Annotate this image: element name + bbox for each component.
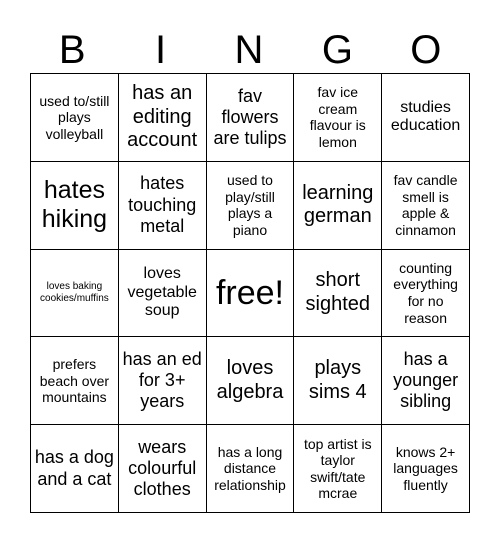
cell-text: short sighted [305,269,371,315]
cell-text: hates hiking [41,175,108,234]
bingo-cell-r2c1[interactable] [31,162,119,250]
bingo-cell-r3c5[interactable] [382,250,470,338]
bingo-cell-r5c2[interactable] [119,425,207,513]
cell-text: wears colourful clothes [128,436,197,500]
bingo-cell-r3c3-free[interactable] [207,250,295,338]
header-letter-o: O [410,28,442,72]
bingo-cell-r5c1[interactable] [31,425,119,513]
cell-text: studies education [390,98,461,135]
bingo-header [28,26,470,74]
bingo-cell-r1c4[interactable] [294,74,382,162]
cell-text: plays sims 4 [308,357,367,403]
cell-text: prefers beach over mountains [39,356,110,406]
cell-text: loves vegetable soup [127,264,197,320]
bingo-cell-r4c4[interactable] [294,337,382,425]
cell-text: has an ed for 3+ years [122,348,202,412]
bingo-cell-r1c1[interactable] [31,74,119,162]
cell-text: hates touching metal [128,173,197,236]
bingo-cell-r3c2[interactable] [119,250,207,338]
cell-text: has an editing account [127,82,198,152]
bingo-cell-r2c5[interactable] [382,162,470,250]
cell-text: loves algebra [216,357,284,403]
bingo-cell-r1c3[interactable] [207,74,295,162]
bingo-cell-r1c5[interactable] [382,74,470,162]
free-space-text: free! [215,273,285,312]
bingo-cell-r2c2[interactable] [119,162,207,250]
bingo-cell-r5c4[interactable] [294,425,382,513]
cell-text: fav candle smell is apple & cinnamon [393,172,458,238]
bingo-board [30,73,470,513]
bingo-cell-r2c3[interactable] [207,162,295,250]
bingo-cell-r3c1[interactable] [31,250,119,338]
cell-text: used to play/still plays a piano [225,172,275,238]
header-letter-n: N [234,28,264,72]
cell-text: fav flowers are tulips [213,85,287,149]
cell-text: has a dog and a cat [34,447,114,489]
cell-text: counting everything for no reason [393,259,458,326]
cell-text: used to/still plays volleyball [39,92,110,142]
header-letter-b: B [58,28,86,72]
cell-text: knows 2+ languages fluently [393,443,458,493]
bingo-cell-r4c1[interactable] [31,337,119,425]
cell-text: has a younger sibling [393,348,459,412]
cell-text: top artist is taylor swift/tate mcrae [303,435,372,502]
bingo-cell-r1c2[interactable] [119,74,207,162]
cell-text: loves baking cookies/muffins [40,281,109,304]
bingo-cell-r5c3[interactable] [207,425,295,513]
cell-text: has a long distance relationship [214,443,286,493]
bingo-cell-r5c5[interactable] [382,425,470,513]
bingo-cell-r4c2[interactable] [119,337,207,425]
bingo-cell-r2c4[interactable] [294,162,382,250]
cell-text: fav ice cream flavour is lemon [309,84,366,150]
header-letter-g: G [321,28,353,72]
bingo-cell-r4c3[interactable] [207,337,295,425]
cell-text: learning german [302,181,374,228]
header-letter-i: I [155,28,167,72]
bingo-cell-r3c4[interactable] [294,250,382,338]
bingo-cell-r4c5[interactable] [382,337,470,425]
